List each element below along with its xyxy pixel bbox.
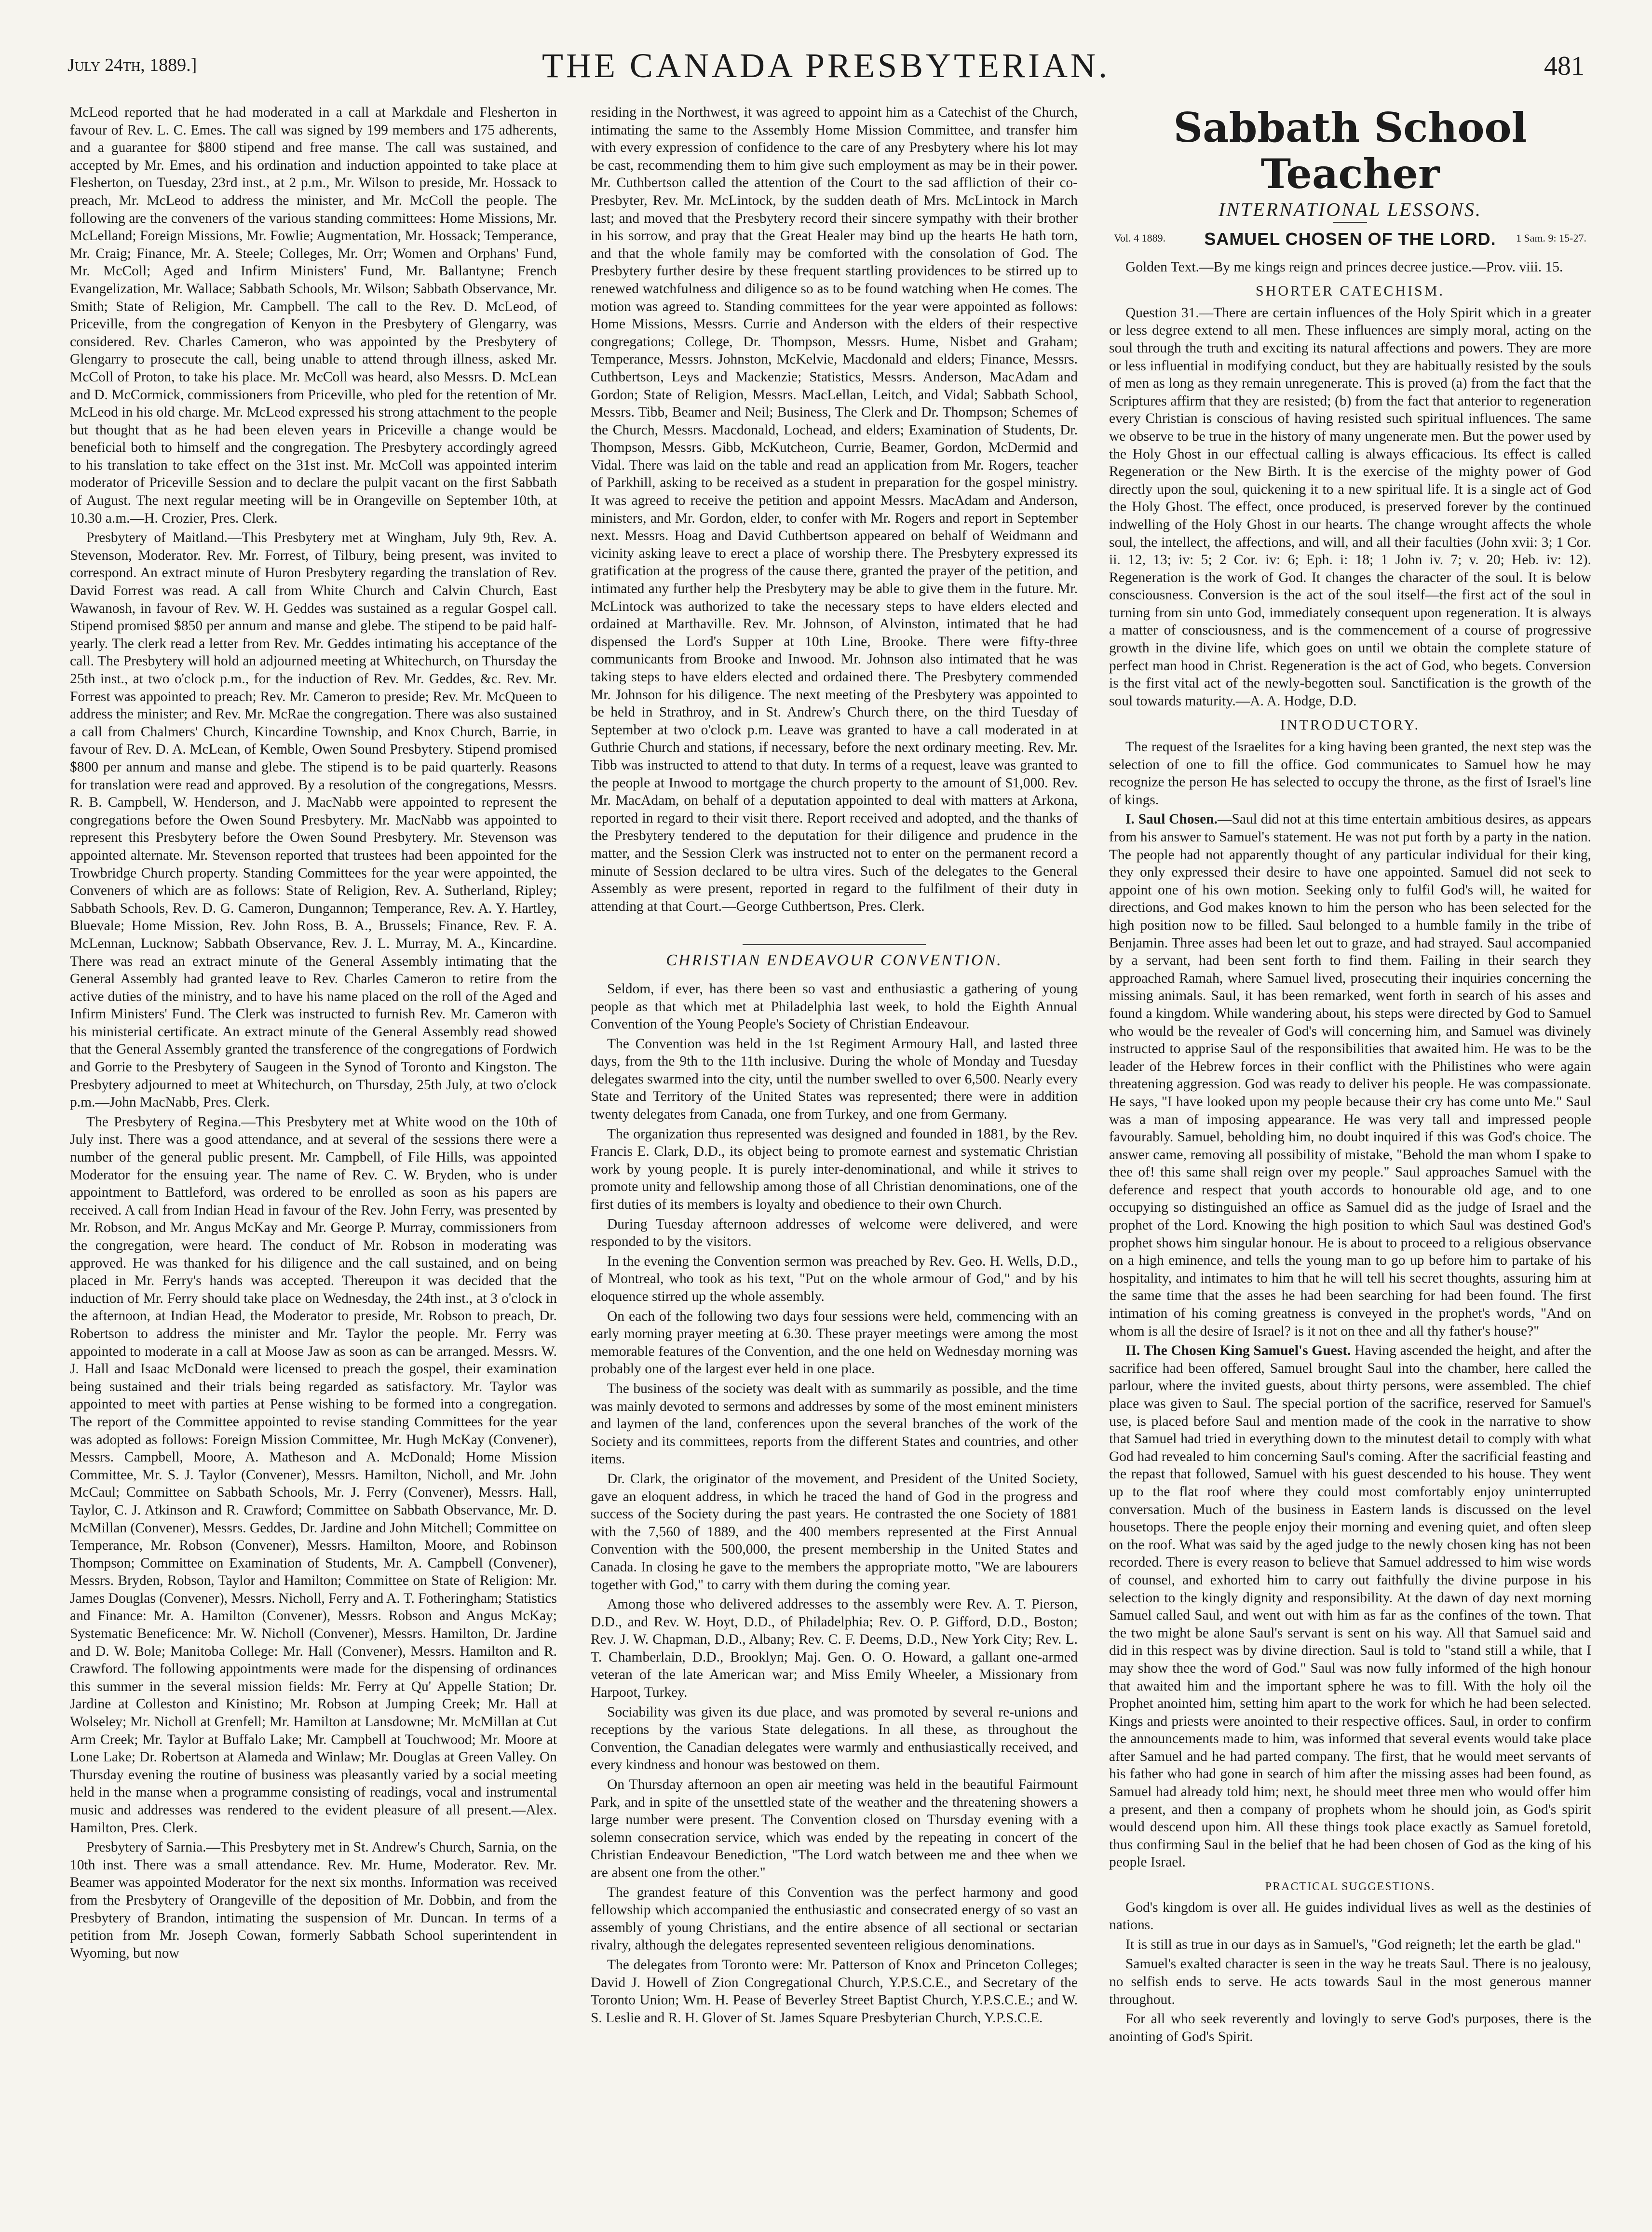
column-1 — [70, 104, 557, 2203]
lesson-reference: 1 Sam. 9: 15-27. — [1516, 231, 1586, 244]
page-number: 481 — [1544, 51, 1584, 81]
practical-heading: PRACTICAL SUGGESTIONS. — [1265, 1880, 1435, 1894]
practical-suggestion: God's kingdom is over all. He guides individual lives as well as the destinies of nations. — [1109, 1899, 1591, 1933]
section-masthead: Sabbath School Teacher — [1173, 104, 1527, 198]
article-paragraph: Sociability was given its due place, and was promoted by several re-unions and receptions by the various State delegations. In all these, as throughout the Convention, the Canadian delegates were warmly and enthusiastically received, and every kindness and honour was bestowed on them. — [591, 1704, 1078, 1773]
point-title: I. Saul Chosen. — [1125, 812, 1218, 827]
publication-title: THE CANADA PRESBYTERIAN. — [542, 46, 1110, 85]
golden-text: Golden Text.—By me kings reign and princes decree justice.—Prov. viii. 15. — [1125, 259, 1563, 275]
article-paragraph: Presbytery of Sarnia.—This Presbytery met in St. Andrew's Church, Sarnia, on the 10th inst. There was a small attendance. Rev. Mr. Hume, Moderator. Rev. Mr. Beamer was appointed Moderator for the next six months. Information was received from the Presbytery of Orangeville of the deposition of Mr. Dobbin, and from the Presbytery of Brandon, intimating the suspension of Mr. Duncan. In terms of a petition from Mr. Joseph Cowan, formerly Sabbath School superintendent in Wyoming, but now — [70, 1840, 557, 1961]
practical-suggestion: Samuel's exalted character is seen in the way he treats Saul. There is no jealousy, no selfish ends to serve. He acts towards Saul in the most generous manner throughout. — [1109, 1956, 1591, 2007]
article-paragraph: During Tuesday afternoon addresses of welcome were delivered, and were responded to by the visitors. — [591, 1216, 1078, 1250]
article-paragraph: McLeod reported that he had moderated in a call at Markdale and Flesherton in favour of Rev. L. C. Emes. The call was signed by 199 members and 175 adherents, and a guarantee for $800 stipend and free manse. The call was sustained, and accepted by Mr. Emes, and his ordination and induction appointed to take place at Flesherton, on Tuesday, 23rd inst., at 2 p.m., Mr. Wilson to preside, Mr. Hossack to preach, Mr. McLeod to address the minister, and Mr. McColl the people. The following are the conveners of the various standing committees: Home Missions, Mr. McLelland; Foreign Missions, Mr. Fowlie; Augmentation, Mr. Hossack; Temperance, Mr. Craig; Finance, Mr. A. Steele; Colleges, Mr. Orr; Women and Orphans' Fund, Mr. McColl; Aged and Infirm Ministers' Fund, Mr. Ballantyne; French Evangelization, Mr. Wallace; Sabbath Schools, Mr. Wilson; Sabbath Observance, Mr. Smith; State of Religion, Mr. Campbell. The call to the Rev. D. McLeod, of Priceville, from the congregation of Kenyon in the Presbytery of Glengarry, was considered. Rev. Charles Cameron, who was appointed by the Presbytery of Glengarry to prosecute the call, being unable to attend through illness, asked Mr. McColl of Proton, to take his place. Mr. McColl was heard, also Messrs. D. McLean and D. McCormick, commissioners from Priceville, who pled for the retention of Mr. McLeod in his old charge. Mr. McLeod expressed his strong attachment to the people but thought that as he had been eleven years in Priceville a change would be beneficial both to himself and the congregation. The Presbytery accordingly agreed to his translation to take effect on the 31st inst. Mr. McColl was appointed interim moderator of Priceville Session and to declare the pulpit vacant on the first Sabbath of August. The next regular meeting will be in Orangeville on September 10th, at 10.30 a.m.—H. Crozier, Pres. Clerk. — [70, 105, 557, 526]
section-subhead: INTERNATIONAL LESSONS. — [1218, 199, 1482, 220]
article-paragraph: The delegates from Toronto were: Mr. Patterson of Knox and Princeton Colleges; David J. Howell of Zion Congregational Church, Y.P.S.C.E., and Secretary of the Toronto Union; Wm. H. Pease of Beverley Street Baptist Church, Y.P.S.C.E.; and W. S. Leslie and R. H. Glover of St. James Square Presbyterian Church, Y.P.S.C.E. — [591, 1957, 1078, 2026]
article-paragraph: Seldom, if ever, has there been so vast and enthusiastic a gathering of young people as that which met at Philadelphia last week, to hold the Eighth Annual Convention of the Young People's Society of Christian Endeavour. — [591, 981, 1078, 1032]
section-title: CHRISTIAN ENDEAVOUR CONVENTION. — [666, 951, 1002, 970]
section-divider — [743, 944, 926, 945]
article-paragraph: In the evening the Convention sermon was preached by Rev. Geo. H. Wells, D.D., of Montreal, who took as his text, "Put on the whole armour of God," and by his eloquence stirred up the whole assembly. — [591, 1253, 1078, 1304]
practical-suggestion: For all who seek reverently and lovingly to serve God's purposes, there is the anointing of God's Spirit. — [1109, 2011, 1591, 2044]
column-3 — [1109, 104, 1591, 2203]
introductory-text: The request of the Israelites for a king having been granted, the next step was the selection of one to fill the office. God communicates to Samuel how he may recognize the person He has selected to occupy the throne, as the first of Israel's line of kings. — [1109, 739, 1591, 808]
lesson-point — [1109, 811, 1591, 1340]
lesson-heading — [1109, 230, 1591, 256]
issue-date: July 24th, 1889.] — [68, 55, 197, 75]
article-paragraph: Dr. Clark, the originator of the movement, and President of the United Society, gave an eloquent address, in which he traced the hand of God in the progress and success of the Society during the past years. He contrasted the one Society of 1881 with the 7,560 of 1889, and the 400 members represented at the First Annual Convention with the 500,000, the present membership in the United States and Canada. In closing he gave to the members the appropriate motto, "We are labourers together with God," to carry with them during the coming year. — [591, 1471, 1078, 1593]
article-paragraph: The organization thus represented was designed and founded in 1881, by the Rev. Francis E. Clark, D.D., its object being to promote earnest and systematic Christian work by young people. It is purely inter-denominational, and while it strives to promote unity and fellowship among those of all Christian denominations, one of the first duties of its members is loyalty and obedience to their own Church. — [591, 1126, 1078, 1213]
article-paragraph: On each of the following two days four sessions were held, commencing with an early morning prayer meeting at 6.30. These prayer meetings were among the most memorable features of the Convention, and the one held on Wednesday morning was probably one of the largest ever held in one place. — [591, 1308, 1078, 1377]
article-paragraph: On Thursday afternoon an open air meeting was held in the beautiful Fairmount Park, and in spite of the unsettled state of the weather and the threatening showers a large number were present. The Convention closed on Thursday evening with a solemn consecration service, which was ended by the repeating in concert of the Christian Endeavour Benediction, "The Lord watch between me and thee when we are absent one from the other." — [591, 1777, 1078, 1880]
divider — [1333, 222, 1367, 223]
catechism-heading: SHORTER CATECHISM. — [1256, 283, 1445, 299]
introductory-heading: INTRODUCTORY. — [1280, 717, 1421, 733]
practical-suggestion: It is still as true in our days as in Samuel's, "God reigneth; let the earth be glad." — [1125, 1936, 1581, 1952]
lesson-number: Vol. 4 1889. — [1114, 231, 1166, 244]
lesson-title: SAMUEL CHOSEN OF THE LORD. — [1204, 229, 1496, 249]
point-text: Having ascended the height, and after the sacrifice had been offered, Samuel brought Saul into the chamber, here called the parlour, where the invited guests, about thirty persons, were assembled. The chief place was given to Saul. The special portion of the sacrifice, reserved for Samuel's use, is placed before Saul and mention made of the cook in the narrative to show that Samuel had tried in everything down to the minutest detail to comply with what God had revealed to him concerning Saul's coming. After the sacrificial feasting and the repast that followed, Samuel with his guest descended to his house. They went up to the flat roof where they could most comfortably enjoy uninterrupted conversation. Much of the business in Eastern lands is discussed on the level housetops. There the people enjoy their morning and evening quiet, and often sleep on the roof. What was said by the aged judge to the newly chosen king has not been recorded. There is every reason to believe that Samuel addressed to him wise words of counsel, and exhorted him to carry out faithfully the divine purpose in his selection to the kingly dignity and responsibility. At the dawn of day next morning Samuel called Saul, and went out with him as far as the confines of the town. That the two might be alone Saul's servant is sent on his way. All that Samuel said and did in this respect was by divine direction. Saul is told to "stand still a while, that I may show thee the word of God." Saul was now fully informed of the high honour that awaited him and the important sphere he was to fill. With the holy oil the Prophet anointed him, setting him apart to the work for which he had been selected. Kings and priests were anointed to their respective offices. Saul, in order to confirm the announcements made to him, was informed that several events would take place after Samuel and he had parted company. The first, that he would meet servants of his father who had gone in search of him after the missing asses had been found, as Samuel had already told him; next, he should meet three men who would offer him a present, and then a company of prophets whom he should join, as God's spirit would descend upon him. All these things took place exactly as Samuel foretold, thus confirming Saul in the belief that he had been chosen of God as the king of his people Israel. — [1109, 1343, 1591, 1870]
catechism-text: Question 31.—There are certain influences of the Holy Spirit which in a greater or less degree extend to all men. These influences are simply moral, acting on the soul through the truth and exciting its natural affections and powers. They are more or less influential in modifying conduct, but they are habitually resisted by the souls of men as long as they remain unregenerate. This is proved (a) from the fact that the Scriptures affirm that they are resisted; (b) from the fact that anterior to regeneration every Christian is conscious of having resisted such spiritual influences. The same we observe to be true in the history of many ungenerate men. But the power used by the Holy Ghost in our effectual calling is always efficacious. Its effect is called Regeneration or the New Birth. It is the exercise of the mighty power of God directly upon the soul, quickening it to a new spiritual life. It is a single act of God the Holy Ghost. The effect, once produced, is preserved forever by the continued indwelling of the Holy Ghost in our hearts. The change wrought affects the whole soul, the intellect, the affections, and will, and all their faculties (John xvii: 3; 1 Cor. ii. 12, 13; iv: 5; 2 Cor. iv: 6; Eph. i: 18; 1 John iv. 7; v. 20; Heb. iv: 12). Regeneration is the work of God. It changes the character of the soul. It is below consciousness. Conversion is the act of the soul itself—the first act of the soul in turning from sin unto God, immediately consequent upon regeneration. It is always a matter of consciousness, and is the commencement of a course of progressive growth in the divine life, which goes on until we obtain the complete stature of perfect man hood in Christ. Regeneration is the act of God, who begets. Conversion is the first vital act of the newly-begotten soul. Sanctification is the growth of the soul towards maturity.—A. A. Hodge, D.D. — [1109, 305, 1591, 709]
article-paragraph: The grandest feature of this Convention was the perfect harmony and good fellowship which accompanied the enthusiastic and consecrated energy of so vast an assembly of young Christians, and the entire absence of all sectional or sectarian rivalry, although the delegates represented seventeen religious denominations. — [591, 1884, 1078, 1953]
article-paragraph: The Presbytery of Regina.—This Presbytery met at White wood on the 10th of July inst. There was a good attendance, and at several of the sessions there were a number of the general public present. Mr. Campbell, of File Hills, was appointed Moderator for the ensuing year. The name of Rev. C. W. Bryden, who is under appointment to Battleford, was ordered to be enrolled as soon as his papers are received. A call from Indian Head in favour of the Rev. John Ferry, was presented by Mr. Robson, and Mr. Angus McKay and Mr. George P. Murray, commissioners from the congregation, were heard. The conduct of Mr. Robson in moderating was approved. He was thanked for his diligence and the call sustained, and on being placed in Mr. Ferry's hands was accepted. Thereupon it was decided that the induction of Mr. Ferry should take place on Wednesday, the 24th inst., at 3 o'clock in the afternoon, at Indian Head, the Moderator to preside, Mr. Robson to preach, Dr. Robertson to address the minister and Mr. Taylor the people. Mr. Ferry was appointed to moderate in a call at Moose Jaw as soon as can be arranged. Messrs. W. J. Hall and Isaac McDonald were licensed to preach the gospel, their examination being sustained and their trials being regarded as satisfactory. Mr. Taylor was appointed to meet with parties at Pense wishing to be formed into a congregation. The report of the Committee appointed to revise standing Committees for the year was adopted as follows: Foreign Mission Committee, Mr. Hugh McKay (Convener), Messrs. Campbell, Moore, A. Matheson and A. McDonald; Home Mission Committee, Mr. S. J. Taylor (Convener), Messrs. Hamilton, Nicholl, and Mr. John McCaul; Committee on Sabbath Schools, Mr. J. Ferry (Convener), Messrs. Hall, Taylor, C. J. Atkinson and R. Crawford; Committee on Sabbath Observance, Mr. D. McMillan (Convener), Messrs. Geddes, Dr. Jardine and John Mitchell; Committee on Temperance, Mr. Robson (Convener), Messrs. Hamilton, Moore, and Robinson Thompson; Committee on Examination of Students, Mr. A. Campbell (Convener), Messrs. Bryden, Robson, Taylor and Hamilton; Committee on State of Religion: Mr. James Douglas (Convener), Messrs. Nicholl, Ferry and A. T. Fotheringham; Statistics and Finance: Mr. A. Hamilton (Convener), Messrs. Robson and Angus McKay; Systematic Beneficence: Mr. W. Nicholl (Convener), Messrs. Hamilton, Dr. Jardine and D. W. Bole; Manitoba College: Mr. Hall (Convener), Messrs. Hamilton and R. Crawford. The following appointments were made for the dispensing of ordinances this summer in the several mission fields: Mr. Ferry at Qu' Appelle Station; Dr. Jardine at Colleston and Kinistino; Mr. Robson at Jumping Creek; Mr. Hall at Wolseley; Mr. Nicholl at Grenfell; Mr. Hamilton at Lansdowne; Mr. McMillan at Cut Arm Creek; Mr. Taylor at Buffalo Lake; Mr. Campbell at Touchwood; Mr. Moore at Lone Lake; Dr. Robertson at Alameda and Winlaw; Mr. Douglas at Green Valley. On Thursday evening the routine of business was pleasantly varied by a social meeting held in the manse when a programme consisting of readings, vocal and instrumental music and addresses was rendered to the evident pleasure of all present.—Alex. Hamilton, Pres. Clerk. — [70, 1114, 557, 1836]
point-title: II. The Chosen King Samuel's Guest. — [1125, 1343, 1351, 1359]
article-paragraph: The business of the society was dealt with as summarily as possible, and the time was mainly devoted to sermons and addresses by some of the most eminent ministers and laymen of the land, conferences upon the several branches of the work of the Society and its committees, reports from the different States and countries, and other items. — [591, 1380, 1078, 1467]
column-2 — [591, 104, 1078, 2203]
article-paragraph: residing in the Northwest, it was agreed to appoint him as a Catechist of the Church, intimating the same to the Assembly Home Mission Committee, and transfer him with every expression of confidence to the care of any Presbytery where his lot may be cast, recommending them to him give such employment as may be in their power. Mr. Cuthbertson called the attention of the Court to the sad affliction of their co-Presbyter, Rev. Mr. McLintock, by the sudden death of Mrs. McLintock in March last; and moved that the Presbytery record their sincere sympathy with their brother in his sorrow, and pray that the Great Healer may bind up the hearts He hath torn, and that the whole family may be comforted with the consolation of God. The Presbytery further desire by these frequent startling providences to be stirred up to renewed watchfulness and diligence so as to be found watching when He comes. The motion was agreed to. Standing committees for the year were appointed as follows: Home Missions, Messrs. Currie and Anderson with the elders of their respective congregations; College, Dr. Thompson, Messrs. Hume, Nisbet and Graham; Temperance, Messrs. Johnston, McKelvie, Macdonald and elders; Finance, Messrs. Cuthbertson, Leys and Mackenzie; Statistics, Messrs. Anderson, MacAdam and Gordon; State of Religion, Messrs. MacLellan, Leitch, and Vidal; Sabbath School, Messrs. Tibb, Beamer and Neil; Business, The Clerk and Dr. Thompson; Schemes of the Church, Messrs. Macdonald, Lochead, and elders; Examination of Students, Dr. Thompson, Messrs. Gibb, McKutcheon, Currie, Beamer, Gordon, McDermid and Vidal. There was laid on the table and read an application from Mr. Rogers, teacher of Parkhill, asking to be received as a student in preparation for the gospel ministry. It was agreed to receive the petition and appoint Messrs. MacAdam and Anderson, ministers, and Mr. Gordon, elder, to confer with Mr. Rogers and report in September next. Messrs. Hoag and David Cuthbertson appeared on behalf of Weidmann and vicinity asking leave to erect a place of worship there. The Presbytery expressed its gratification at the progress of the cause there, granted the prayer of the petition, and intimated any further help the Presbytery may be able to give them in the future. Mr. McLintock was authorized to take the necessary steps to have elders elected and ordained at Marthaville. Rev. Mr. Johnson, of Alvinston, intimated that he had dispensed the Lord's Supper at 10th Line, Brooke. There were fifty-three communicants from Brooke and Inwood. Mr. Johnson also intimated that he was taking steps to have elders elected and ordained there. The Presbytery commended Mr. Johnson for his diligence. The next meeting of the Presbytery was appointed to be held in Strathroy, and in St. Andrew's Church there, on the third Tuesday of September at two o'clock p.m. Leave was granted to have a call moderated in at Guthrie Church and stations, if necessary, before the next ordinary meeting. Rev. Mr. Tibb was instructed to attend to that duty. In terms of a request, leave was granted to the people at Inwood to mortgage the church property to the amount of $1,000. Rev. Mr. MacAdam, on behalf of a deputation appointed to deal with matters at Arkona, reported in regard to their visit there. Report received and adopted, and the thanks of the Presbytery tendered to the deputation for their diligence and prudence in the matter, and the Session Clerk was instructed not to enter on the permanent record a minute of Session declared to be ultra vires. Such of the delegates to the General Assembly as were present, reported in regard to the fulfilment of their duty in attending at that Court.—George Cuthbertson, Pres. Clerk. — [591, 105, 1078, 914]
article-paragraph: Among those who delivered addresses to the assembly were Rev. A. T. Pierson, D.D., and Rev. W. Hoyt, D.D., of Philadelphia; Rev. O. P. Gifford, D.D., Boston; Rev. J. W. Chapman, D.D., Albany; Rev. C. F. Deems, D.D., New York City; Rev. L. T. Chamberlain, D.D., Brooklyn; Maj. Gen. O. O. Howard, a gallant one-armed veteran of the late American war; and Miss Emily Wheeler, a Missionary from Harpoot, Turkey. — [591, 1596, 1078, 1701]
page-header — [68, 46, 1584, 89]
article-paragraph: Presbytery of Maitland.—This Presbytery met at Wingham, July 9th, Rev. A. Stevenson, Moderator. Rev. Mr. Forrest, of Tilbury, being present, was invited to correspond. An extract minute of Huron Presbytery regarding the translation of Rev. David Forrest was read. A call from White Church and Calvin Church, East Wawanosh, in favour of Rev. W. H. Geddes was sustained as a regular Gospel call. Stipend promised $850 per annum and manse and glebe. The stipend to be paid half-yearly. The clerk read a letter from Rev. Mr. Geddes intimating his acceptance of the call. The Presbytery will hold an adjourned meeting at Whitechurch, on Thursday the 25th inst., at two o'clock p.m., for the induction of Rev. Mr. Geddes, &c. Rev. Mr. Forrest was appointed to preach; Rev. Mr. Cameron to preside; Rev. Mr. McQueen to address the minister; and Rev. Mr. McRae the congregation. There was also sustained a call from Chalmers' Church, Kincardine Township, and Knox Church, Barrie, in favour of Rev. D. A. McLean, of Kemble, Owen Sound Presbytery. Stipend promised $800 per annum and manse and glebe. The stipend is to be paid quarterly. Reasons for translation were read and approved. By a resolution of the congregations, Messrs. R. B. Campbell, W. Henderson, and J. MacNabb were appointed to represent the congregations before the Owen Sound Presbytery. Mr. MacNabb was appointed to represent this Presbytery before the Owen Sound Presbytery. Mr. Stevenson was appointed alternate. Mr. Stevenson reported that trustees had been appointed for the Trowbridge Church property. Standing Committees for the year were appointed, the Conveners of which are as follows: State of Religion, Rev. A. Sutherland, Ripley; Sabbath Schools, Rev. D. G. Cameron, Dungannon; Temperance, Rev. A. Y. Hartley, Bluevale; Home Mission, Rev. John Ross, B. A., Brussels; Finance, Rev. F. A. McLennan, Lucknow; Sabbath Observance, Rev. J. L. Murray, M. A., Kincardine. There was read an extract minute of the General Assembly intimating that the General Assembly had granted leave to Rev. Charles Cameron to retire from the active duties of the ministry, and to have his name placed on the roll of the Aged and Infirm Ministers' Fund. The Clerk was instructed to furnish Rev. Mr. Cameron with his ministerial certificate. An extract minute of the General Assembly read showed that the General Assembly granted the transference of the congregations of Fordwich and Gorrie to the Presbytery of Saugeen in the Synod of Toronto and Kingston. The Presbytery adjourned to meet at Whitechurch, on Thursday, 25th July, at two o'clock p.m.—John MacNabb, Pres. Clerk. — [70, 530, 557, 1110]
article-paragraph: The Convention was held in the 1st Regiment Armoury Hall, and lasted three days, from the 9th to the 11th inclusive. During the whole of Monday and Tuesday delegates swarmed into the city, until the number swelled to over 6,500. Nearly every State and Territory of the United States was represented; there were in addition twenty delegates from Canada, one from Turkey, and one from Germany. — [591, 1036, 1078, 1123]
lesson-point — [1109, 1342, 1591, 1871]
point-text: —Saul did not at this time entertain ambitious desires, as appears from his answer to Samuel's statement. He was not put forth by a party in the nation. The people had not apparently thought of any particular individual for their king, they only expressed their desire to have one appointed. Samuel did not seek to appoint one of his own motion. Seeking only to fulfil God's will, he waited for directions, and God makes known to him the person who has been selected for the high position now to be filled. Saul belonged to a humble family in the tribe of Benjamin. Three asses had been let out to graze, and had strayed. Saul accompanied by a servant, had been sent forth to find them. Failing in their search they approached Ramah, where Samuel lived, prosecuting their inquiries concerning the missing animals. Saul, it has been remarked, went forth in search of his asses and found a kingdom. While wandering about, his steps were directed by God to Samuel who would be the revealer of God's will concerning him, and Samuel was divinely instructed to apprise Saul of the responsibilities that awaited him. He was to be the leader of the Hebrew forces in their conflict with the Philistines who were again threatening aggression. God was ready to deliver his people. He was compassionate. He says, "I have looked upon my people because their cry has come unto Me." Saul was a man of imposing appearance. He was very tall and impressed people favourably. Samuel, beholding him, no doubt inquired if this was God's choice. The answer came, removing all possibility of mistake, "Behold the man whom I spake to thee of! this same shall reign over my people." Saul approaches Samuel with the deference and respect that youth accords to honourable old age, and to one occupying so distinguished an office as Samuel did as the judge of Israel and the prophet of the Lord. Knowing the high position to which Saul was destined God's prophet shows him singular honour. He is about to proceed to a religious observance on a high eminence, and tells the young man to go up before him to partake of his hospitality, and intimates to him that he will tell his secret thoughts, assuring him at the same time that the asses he had been searching for had been found. The first intimation of his coming greatness is conveyed in the prophet's words, "And on whom is all the desire of Israel? is it not on thee and all thy father's house?" — [1109, 812, 1591, 1339]
